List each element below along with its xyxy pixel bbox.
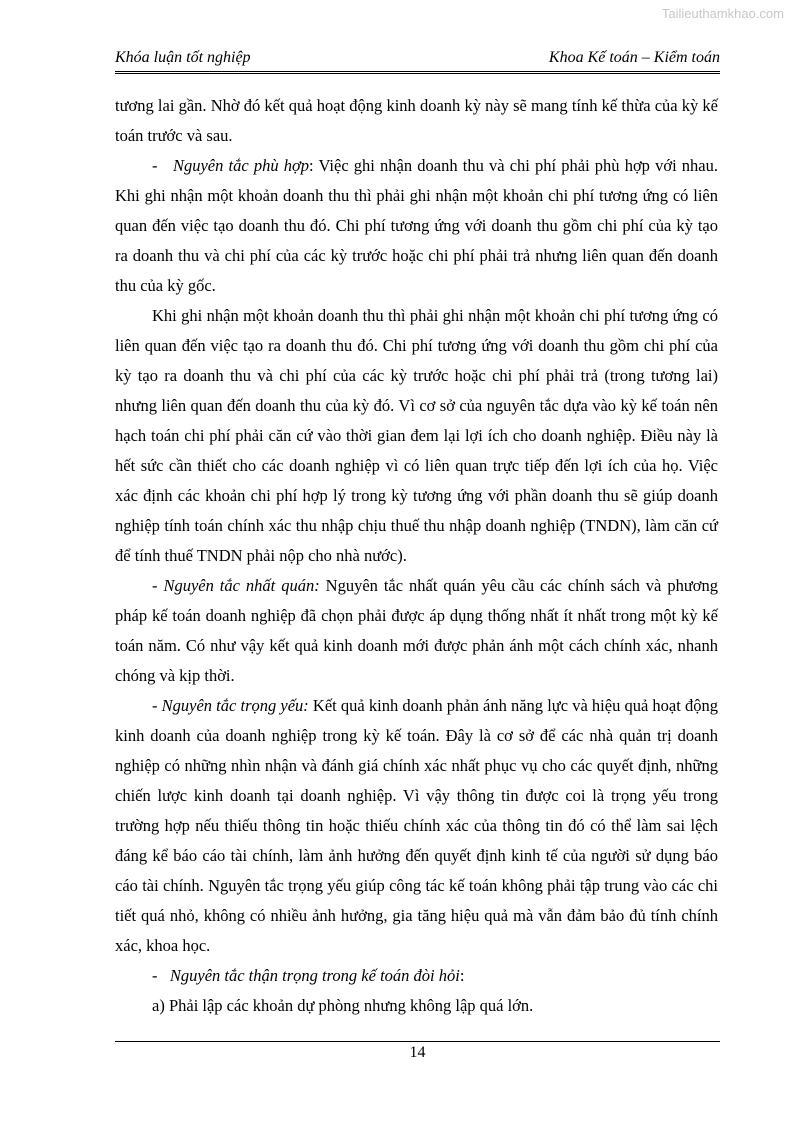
paragraph <box>115 91 718 151</box>
paragraph <box>115 961 718 991</box>
principle-term: Nguyên tắc phù hợp <box>172 156 310 175</box>
paragraph-text: Khi ghi nhận một khoản doanh thu thì phải ghi nhận một khoản chi phí tương ứng có liên quan đến việc tạo ra doanh thu đó. Chi phí tương ứng với doanh thu gồm chi phí của kỳ tạo ra doanh thu và chi phí của các kỳ trước hoặc chi phí phải trả (trong tương lai) nhưng liên quan đến doanh thu của kỳ đó. Vì cơ sở của nguyên tắc dựa vào kỳ kế toán nên hạch toán chi phí phải căn cứ vào thời gian đem lại lợi ích cho doanh nghiệp. Điều này là hết sức cần thiết cho các doanh nghiệp vì có liên quan trực tiếp đến lợi ích của họ. Việc xác định các khoản chi phí hợp lý trong kỳ tương ứng với phần doanh thu sẽ giúp doanh nghiệp tính toán chính xác thu nhập chịu thuế thu nhập doanh nghiệp (TNDN), làm căn cứ để tính thuế TNDN phải nộp cho nhà nước). <box>115 306 718 565</box>
bullet-dash: - <box>152 576 164 595</box>
paragraph-text: : Việc ghi nhận doanh thu và chi phí phải phù hợp với nhau. Khi ghi nhận một khoản doanh thu thì phải ghi nhận một khoản chi phí tương ứng có liên quan đến việc tạo doanh thu đó. Chi phí tương ứng với doanh thu gồm chi phí của kỳ tạo ra doanh thu và chi phí của các kỳ trước hoặc chi phí phải trả nhưng liên quan đến doanh thu của kỳ gốc. <box>115 156 718 295</box>
paragraph <box>115 691 718 961</box>
body-text <box>115 91 718 1021</box>
paragraph <box>115 571 718 691</box>
header-right: Khoa Kế toán – Kiểm toán <box>548 49 720 66</box>
paragraph <box>115 301 718 571</box>
principle-term: Nguyên tắc trọng yếu: <box>161 696 309 715</box>
header-left: Khóa luận tốt nghiệp <box>115 49 251 66</box>
paragraph <box>115 151 718 301</box>
bullet-dash: - <box>152 966 170 985</box>
page-header <box>115 47 720 74</box>
paragraph-text: a) Phải lập các khoản dự phòng nhưng không lập quá lớn. <box>152 996 534 1015</box>
footer-divider <box>115 1041 720 1042</box>
bullet-dash: - <box>152 156 173 175</box>
paragraph-text: Nguyên tắc nhất quán yêu cầu các chính sách và phương pháp kế toán doanh nghiệp đã chọn phải được áp dụng thống nhất ít nhất trong một kỳ kế toán năm. Có như vậy kết quả kinh doanh mới được phản ánh một cách chính xác, nhanh chóng và kịp thời. <box>115 576 719 685</box>
principle-term: Nguyên tắc thận trọng trong kế toán đòi hỏi <box>169 966 460 985</box>
paragraph-text: : <box>459 966 465 985</box>
principle-term: Nguyên tắc nhất quán: <box>163 576 320 595</box>
paragraph-text: Kết quả kinh doanh phản ánh năng lực và hiệu quả hoạt động kinh doanh của doanh nghiệp trong kỳ kế toán. Đây là cơ sở để các nhà quản trị doanh nghiệp có những nhìn nhận và đánh giá chính xác nhất phục vụ cho các quyết định, những chiến lược kinh doanh tại doanh nghiệp. Vì vậy thông tin được coi là trọng yếu trong trường hợp nếu thiếu thông tin hoặc thiếu chính xác của thông tin đó có thể làm sai lệch đáng kể báo cáo tài chính, làm ảnh hưởng đến quyết định kinh tế của người sử dụng báo cáo tài chính. Nguyên tắc trọng yếu giúp công tác kế toán không phải tập trung vào các chi tiết quá nhỏ, không có nhiều ảnh hưởng, gia tăng hiệu quả mà vẫn đảm bảo đủ tính chính xác, khoa học. <box>115 696 718 955</box>
paragraph <box>115 991 718 1021</box>
bullet-dash: - <box>152 696 162 715</box>
page-number: 14 <box>409 1044 426 1061</box>
paragraph-text: tương lai gần. Nhờ đó kết quả hoạt động kinh doanh kỳ này sẽ mang tính kế thừa của kỳ kế toán trước và sau. <box>115 96 718 145</box>
watermark: Tailieuthamkhao.com <box>661 6 784 21</box>
